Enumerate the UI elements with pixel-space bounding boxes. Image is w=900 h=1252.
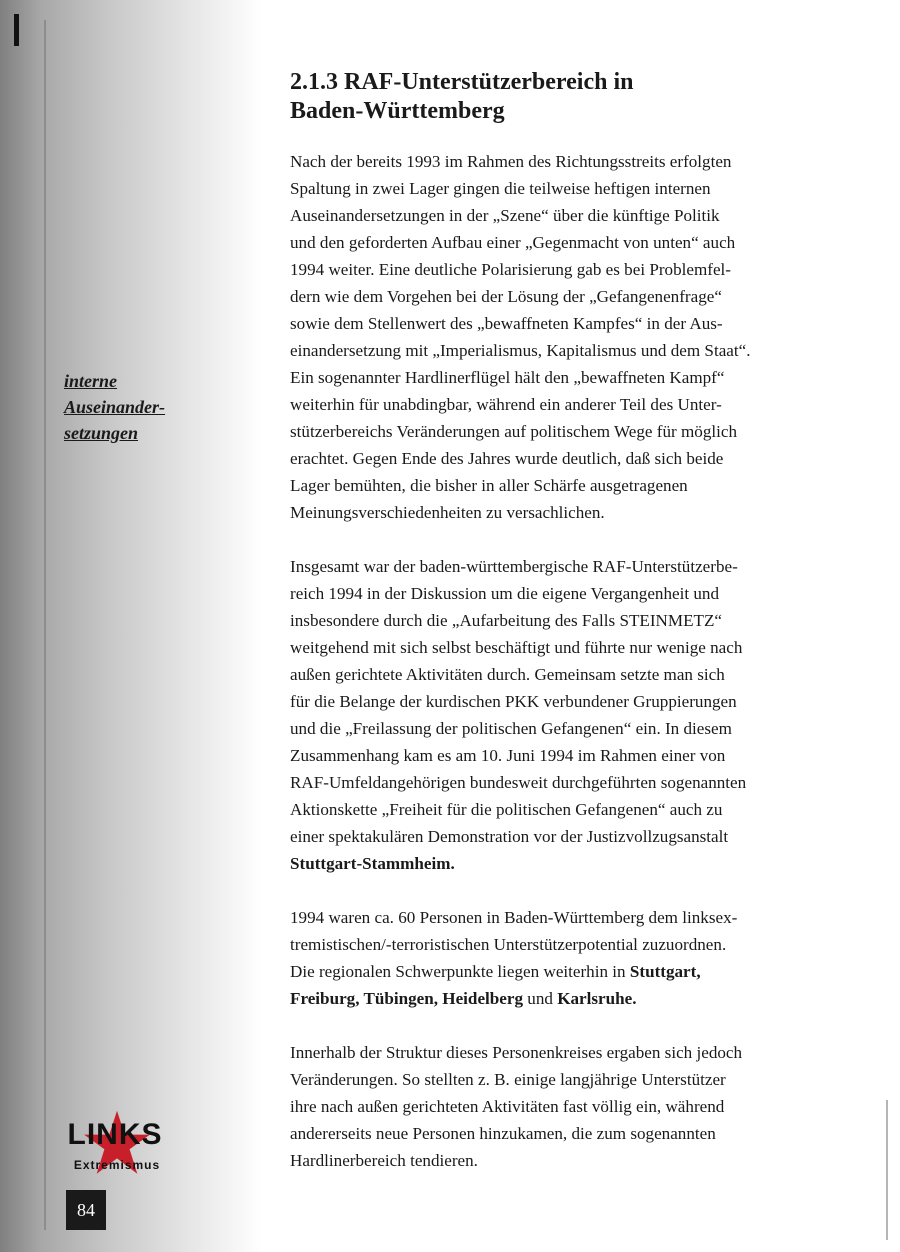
text-segment: Aktionskette „Freiheit für die politischen Gefangenen“ auch zu: [290, 800, 723, 819]
text-line: [290, 661, 850, 688]
text-segment: ihre nach außen gerichteten Aktivitäten fast völlig ein, während: [290, 1097, 725, 1116]
paragraph: [290, 1039, 850, 1174]
text-line: [290, 283, 850, 310]
text-line: [290, 580, 850, 607]
text-segment: Veränderungen. So stellten z. B. einige langjährige Unterstützer: [290, 1070, 726, 1089]
bold-text: Stuttgart-Stammheim.: [290, 854, 455, 873]
text-segment: andererseits neue Personen hinzukamen, die zum sogenannten: [290, 1124, 716, 1143]
text-line: [290, 472, 850, 499]
text-line: [290, 985, 850, 1012]
section-heading: [290, 68, 850, 126]
text-segment: für die Belange der kurdischen PKK verbundener Gruppierungen: [290, 692, 737, 711]
text-line: [290, 256, 850, 283]
text-line: [290, 310, 850, 337]
text-segment: und die „Freilassung der politischen Gefangenen“ ein. In diesem: [290, 719, 732, 738]
paragraph: [290, 553, 850, 877]
text-segment: einandersetzung mit „Imperialismus, Kapitalismus und dem Staat“.: [290, 341, 751, 360]
text-line: [290, 715, 850, 742]
text-segment: stützerbereichs Veränderungen auf politischem Wege für möglich: [290, 422, 738, 441]
text-segment: Auseinandersetzungen in der „Szene“ über die künftige Politik: [290, 206, 720, 225]
text-segment: Die regionalen Schwerpunkte liegen weiterhin in: [290, 962, 630, 981]
text-segment: RAF-Umfeldangehörigen bundesweit durchgeführten sogenannten: [290, 773, 747, 792]
text-line: [290, 1066, 850, 1093]
logo-wordmark: LINKS: [67, 1118, 163, 1151]
margin-note-line: setzungen: [64, 423, 139, 443]
text-segment: Lager bemühten, die bisher in aller Schärfe ausgetragenen: [290, 476, 688, 495]
margin-note-line: interne: [64, 371, 118, 391]
text-segment: außen gerichtete Aktivitäten durch. Gemeinsam setzte man sich: [290, 665, 725, 684]
text-line: [290, 148, 850, 175]
text-segment: reich 1994 in der Diskussion um die eigene Vergangenheit und: [290, 584, 719, 603]
text-segment: Meinungsverschiedenheiten zu versachlichen.: [290, 503, 605, 522]
text-segment: insbesondere durch die „Aufarbeitung des Falls STEINMETZ“: [290, 611, 722, 630]
text-line: [290, 445, 850, 472]
text-segment: 1994 weiter. Eine deutliche Polarisierung gab es bei Problemfel-: [290, 260, 731, 279]
text-segment: Spaltung in zwei Lager gingen die teilweise heftigen internen: [290, 179, 711, 198]
bold-text: Karlsruhe.: [557, 989, 637, 1008]
text-line: [290, 607, 850, 634]
text-segment: sowie dem Stellenwert des „bewaffneten Kampfes“ in der Aus-: [290, 314, 723, 333]
links-extremismus-logo: [60, 1108, 190, 1188]
text-line: [290, 1093, 850, 1120]
text-line: [290, 742, 850, 769]
text-segment: erachtet. Gegen Ende des Jahres wurde deutlich, daß sich beide: [290, 449, 724, 468]
logo-subtitle: Extremismus: [73, 1158, 161, 1172]
text-segment: Hardlinerbereich tendieren.: [290, 1151, 478, 1170]
page-number: 84: [66, 1190, 106, 1230]
text-line: [290, 337, 850, 364]
text-line: [290, 688, 850, 715]
text-segment: dern wie dem Vorgehen bei der Lösung der „Gefangenenfrage“: [290, 287, 722, 306]
section-heading-line: 2.1.3 RAF-Unterstützerbereich in: [290, 69, 634, 95]
text-line: [290, 229, 850, 256]
text-line: [290, 796, 850, 823]
section-heading-line: Baden-Württemberg: [290, 98, 505, 124]
text-line: [290, 769, 850, 796]
text-line: [290, 418, 850, 445]
margin-note-line: Auseinander-: [64, 397, 166, 417]
text-line: [290, 850, 850, 877]
text-segment: Insgesamt war der baden-württembergische RAF-Unterstützerbe-: [290, 557, 738, 576]
scan-mark: [14, 14, 19, 46]
bold-text: Freiburg, Tübingen, Heidelberg: [290, 989, 524, 1008]
text-segment: tremistischen/-terroristischen Unterstützerpotential zuzuordnen.: [290, 935, 727, 954]
text-line: [290, 931, 850, 958]
text-segment: einer spektakulären Demonstration vor der Justizvollzugsanstalt: [290, 827, 729, 846]
text-line: [290, 553, 850, 580]
text-line: [290, 634, 850, 661]
text-line: [290, 175, 850, 202]
text-segment: weitgehend mit sich selbst beschäftigt und führte nur wenige nach: [290, 638, 743, 657]
text-line: [290, 391, 850, 418]
text-line: [290, 1039, 850, 1066]
margin-note: [64, 368, 214, 446]
body-text: [290, 148, 850, 1201]
text-segment: 1994 waren ca. 60 Personen in Baden-Württemberg dem linksex-: [290, 908, 738, 927]
text-segment: Ein sogenannter Hardlinerflügel hält den „bewaffneten Kampf“: [290, 368, 725, 387]
paragraph: [290, 148, 850, 526]
text-line: [290, 202, 850, 229]
margin-strip: [0, 0, 262, 1252]
text-segment: weiterhin für unabdingbar, während ein anderer Teil des Unter-: [290, 395, 722, 414]
text-segment: Zusammenhang kam es am 10. Juni 1994 im Rahmen einer von: [290, 746, 726, 765]
text-line: [290, 1120, 850, 1147]
binding-edge: [44, 20, 46, 1230]
text-line: [290, 499, 850, 526]
text-line: [290, 364, 850, 391]
text-line: [290, 958, 850, 985]
bold-text: Stuttgart,: [629, 962, 701, 981]
text-segment: und den geforderten Aufbau einer „Gegenmacht von unten“ auch: [290, 233, 736, 252]
scan-edge-line: [886, 1100, 888, 1240]
text-line: [290, 823, 850, 850]
text-segment: Innerhalb der Struktur dieses Personenkreises ergaben sich jedoch: [290, 1043, 743, 1062]
text-line: [290, 1147, 850, 1174]
paragraph: [290, 904, 850, 1012]
text-segment: und: [523, 989, 558, 1008]
text-line: [290, 904, 850, 931]
text-segment: Nach der bereits 1993 im Rahmen des Richtungsstreits erfolgten: [290, 152, 732, 171]
